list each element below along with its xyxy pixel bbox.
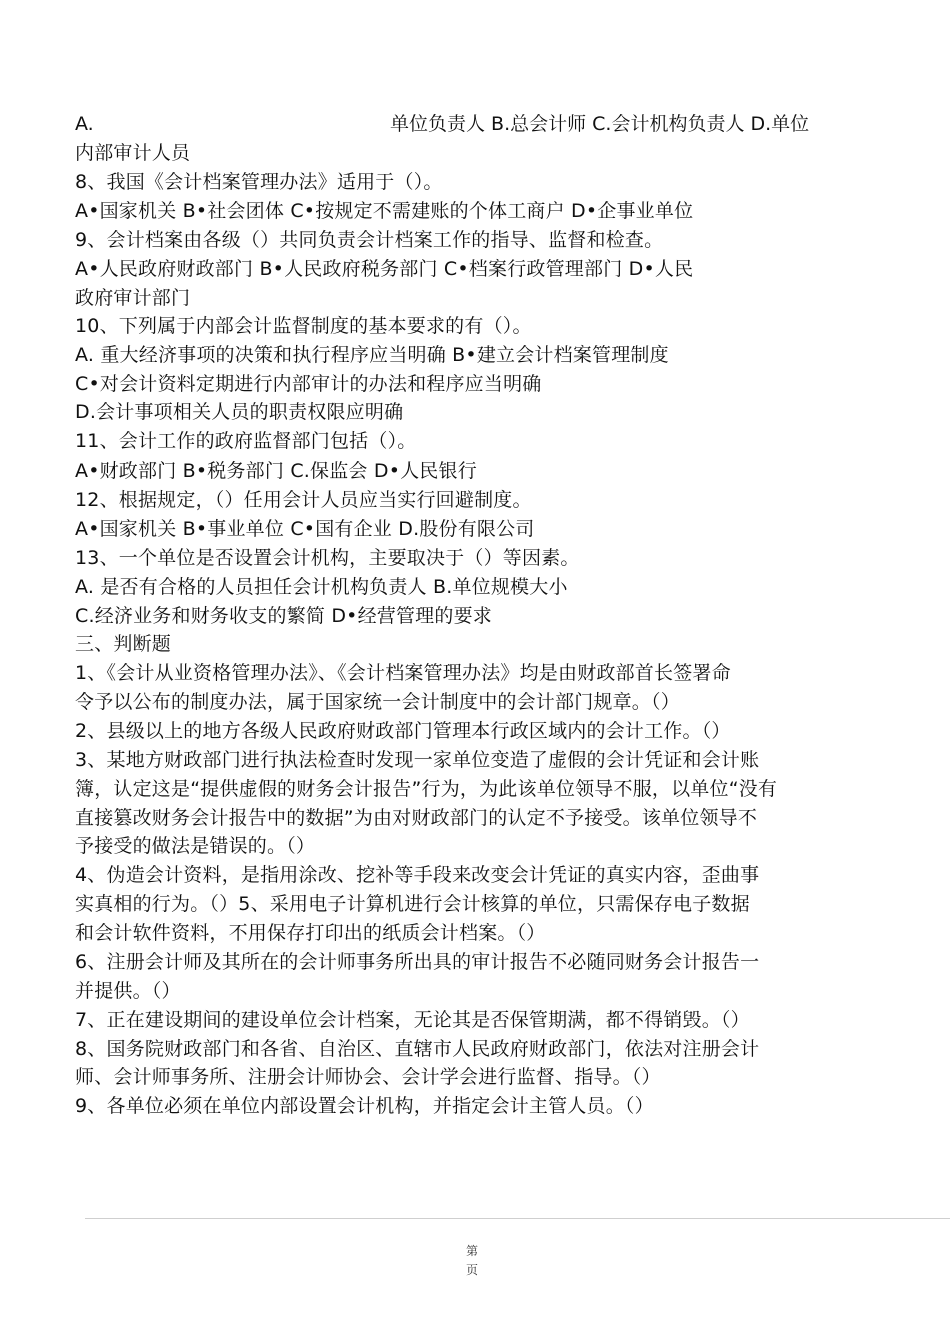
statement-line: 予接受的做法是错误的。（） [75,835,316,857]
statement-line: 并提供。（） [75,980,181,1002]
page-label-bottom: 页 [466,1263,479,1277]
options-line: A•财政部门 B•税务部门 C.保监会 D•人民银行 [75,460,477,482]
question-line: 9、会计档案由各级（）共同负责会计档案工作的指导、监督和检查。 [75,229,664,251]
statement-line: 簿，认定这是“提供虚假的财务会计报告”行为，为此该单位领导不服，以单位“没有 [75,778,778,800]
options-line: C•对会计资料定期进行内部审计的办法和程序应当明确 [75,373,542,395]
question-line: 8、我国《会计档案管理办法》适用于（）。 [75,171,443,193]
options-line: A. 重大经济事项的决策和执行程序应当明确 B•建立会计档案管理制度 [75,344,669,366]
options-line: 政府审计部门 [75,287,191,309]
page-label-top: 第 [466,1244,479,1258]
options-line: A•国家机关 B•事业单位 C•国有企业 D.股份有限公司 [75,518,535,540]
question-line: 11、会计工作的政府监督部门包括（）。 [75,430,417,452]
question-line: 13、一个单位是否设置会计机构，主要取决于（）等因素。 [75,547,580,569]
option-line: 单位负责人 B.总会计师 C.会计机构负责人 D.单位 [390,113,810,135]
statement-line: 4、伪造会计资料，是指用涂改、挖补等手段来改变会计凭证的真实内容，歪曲事 [75,864,760,886]
statement-line: 和会计软件资料，不用保存打印出的纸质会计档案。（） [75,922,546,944]
question-line: 12、根据规定，（）任用会计人员应当实行回避制度。 [75,489,532,511]
statement-line: 8、国务院财政部门和各省、自治区、直辖市人民政府财政部门，依法对注册会计 [75,1038,760,1060]
option-prefix: A. [75,113,94,135]
question-line: 10、下列属于内部会计监督制度的基本要求的有（）。 [75,315,532,337]
statement-line: 6、注册会计师及其所在的会计师事务所出具的审计报告不必随同财务会计报告一 [75,951,760,973]
statement-line: 2、县级以上的地方各级人民政府财政部门管理本行政区域内的会计工作。（） [75,720,731,742]
statement-line: 7、正在建设期间的建设单位会计档案，无论其是否保管期满，都不得销毁。（） [75,1009,750,1031]
text-line: 内部审计人员 [75,142,191,164]
options-line: A•国家机关 B•社会团体 C•按规定不需建账的个体工商户 D•企事业单位 [75,200,694,222]
statement-line: 直接篡改财务会计报告中的数据”为由对财政部门的认定不予接受。该单位领导不 [75,807,758,829]
statement-line: 9、各单位必须在单位内部设置会计机构，并指定会计主管人员。（） [75,1095,654,1117]
statement-line: 3、某地方财政部门进行执法检查时发现一家单位变造了虚假的会计凭证和会计账 [75,749,760,771]
statement-line: 实真相的行为。（）5、采用电子计算机进行会计核算的单位，只需保存电子数据 [75,893,750,915]
options-line: C.经济业务和财务收支的繁简 D•经营管理的要求 [75,605,492,627]
options-line: A•人民政府财政部门 B•人民政府税务部门 C•档案行政管理部门 D•人民 [75,258,694,280]
options-line: D.会计事项相关人员的职责权限应明确 [75,401,404,423]
statement-line: 师、会计师事务所、注册会计师协会、会计学会进行监督、指导。（） [75,1066,661,1088]
statement-line: 令予以公布的制度办法，属于国家统一会计制度中的会计部门规章。（） [75,691,680,713]
statement-line: 1、《会计从业资格管理办法》、《会计档案管理办法》均是由财政部首长签署命 [75,662,731,684]
section-heading: 三、判断题 [75,633,172,655]
footer-divider [85,1218,950,1219]
options-line: A. 是否有合格的人员担任会计机构负责人 B.单位规模大小 [75,576,568,598]
